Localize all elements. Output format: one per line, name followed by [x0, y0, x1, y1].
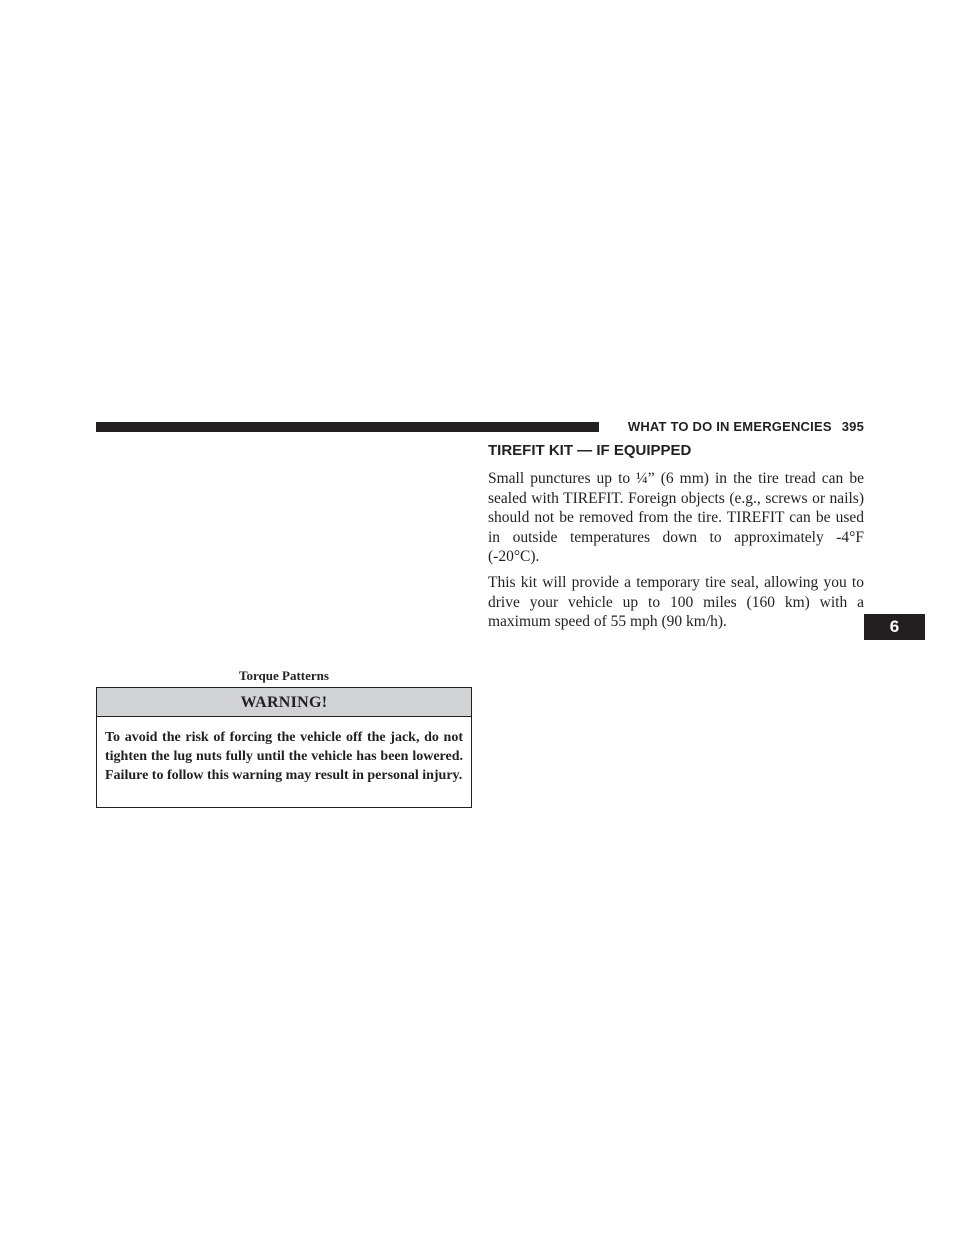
warning-title: WARNING!: [97, 688, 471, 717]
body-paragraph-2: This kit will provide a temporary tire seal, allowing you to drive your vehicle up to 100 miles (160 km) with a maximum speed of 55 mph (90 km/h).: [488, 574, 864, 630]
running-header: [628, 419, 864, 434]
body-paragraph-1: Small punctures up to ¼” (6 mm) in the tire tread can be sealed with TIREFIT. Foreign objects (e.g., screws or nails) should not be removed from the tire. TIREFIT can be used in outside temperatures down to approximately -4°F (-20°C).: [488, 470, 864, 565]
warning-box: [96, 687, 472, 808]
header-section-name: WHAT TO DO IN EMERGENCIES: [627, 419, 832, 434]
chapter-tab: 6: [864, 614, 925, 640]
header-rule-bar: [96, 422, 599, 432]
page-number: 395: [841, 419, 864, 434]
figure-caption: Torque Patterns: [239, 668, 329, 683]
warning-text: To avoid the risk of forcing the vehicle off the jack, do not tighten the lug nuts fully until the vehicle has been lowered. Failure to follow this warning may result in personal injury.: [105, 730, 463, 783]
section-heading: TIREFIT KIT — IF EQUIPPED: [488, 442, 692, 459]
